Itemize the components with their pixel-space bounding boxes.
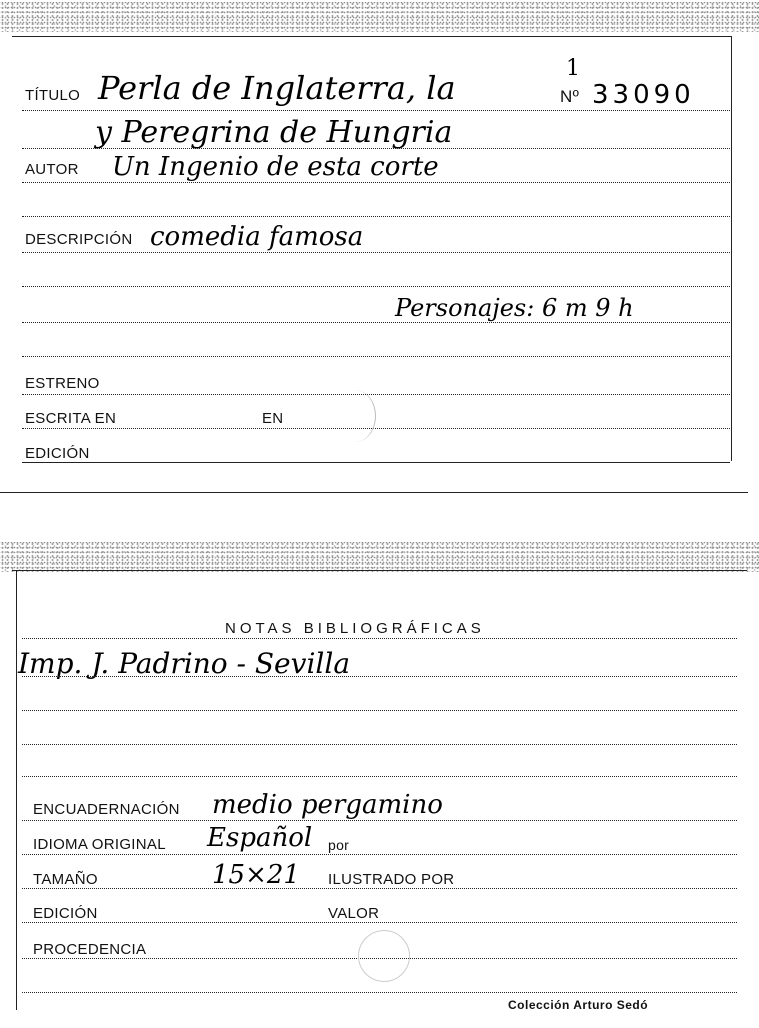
bottom-rule — [22, 992, 737, 993]
tamano-rule — [22, 888, 737, 889]
valor-label: VALOR — [328, 905, 380, 922]
escrita-rule — [22, 428, 730, 429]
card-top-edge-texture — [0, 542, 759, 572]
autor-label: AUTOR — [25, 161, 79, 178]
personajes-rule — [22, 322, 730, 323]
card-left-border — [16, 570, 17, 1010]
numero-value: 33090 — [592, 80, 695, 110]
blank-rule-3 — [22, 356, 730, 357]
tamano-value: 15×21 — [212, 860, 300, 890]
card-top-edge-texture — [0, 2, 759, 32]
notas-rule — [22, 638, 737, 639]
titulo-rule — [22, 110, 730, 111]
punch-hole-mark — [358, 930, 410, 982]
autor-value: Un Ingenio de esta corte — [112, 152, 439, 182]
autor-rule — [22, 182, 730, 183]
descripcion-label: DESCRIPCIÓN — [25, 231, 133, 248]
titulo-value-line2: y Peregrina de Hungria — [95, 115, 453, 150]
escrita-en-label: ESCRITA EN — [25, 410, 117, 427]
card-bottom-edge — [0, 492, 748, 493]
blank-rule-2 — [22, 286, 730, 287]
estreno-label: ESTRENO — [25, 375, 100, 392]
edicion-label: EDICIÓN — [25, 445, 90, 462]
descripcion-rule — [22, 252, 730, 253]
notas-rule-4 — [22, 744, 737, 745]
collection-credit: Colección Arturo Sedó — [508, 998, 649, 1012]
edicion-rule — [22, 922, 737, 923]
procedencia-label: PROCEDENCIA — [33, 941, 147, 958]
encuadernacion-rule — [22, 820, 737, 821]
idioma-rule — [22, 854, 737, 855]
catalog-card-front — [0, 0, 759, 495]
notas-rule-2 — [22, 676, 737, 677]
card-right-border — [731, 36, 732, 461]
edicion-rule — [22, 462, 730, 463]
estreno-rule — [22, 394, 730, 395]
catalog-card-back — [0, 540, 759, 1028]
titulo-value-line1: Perla de Inglaterra, la — [98, 69, 456, 107]
numero-label: Nº — [560, 87, 580, 106]
notas-rule-5 — [22, 776, 737, 777]
ilustrado-label: ILUSTRADO POR — [328, 871, 455, 888]
notas-line1: Imp. J. Padrino - Sevilla — [18, 647, 351, 680]
idioma-value: Español — [207, 823, 313, 853]
blank-rule-1 — [22, 216, 730, 217]
encuadernacion-value: medio pergamino — [212, 790, 443, 820]
por-label: por — [328, 837, 350, 853]
notas-bibliograficas-heading: NOTAS BIBLIOGRÁFICAS — [225, 620, 485, 637]
encuadernacion-label: ENCUADERNACIÓN — [33, 801, 180, 818]
card-top-border — [12, 570, 747, 571]
tamano-label: TAMAÑO — [33, 871, 98, 888]
titulo-rule-2 — [22, 148, 730, 149]
descripcion-value: comedia famosa — [150, 222, 364, 252]
idioma-label: IDIOMA ORIGINAL — [33, 836, 166, 853]
edicion-label: EDICIÓN — [33, 905, 98, 922]
personajes-value: Personajes: 6 m 9 h — [395, 294, 634, 322]
en-label: EN — [262, 410, 284, 427]
card-top-border — [12, 36, 732, 37]
punch-hole-mark — [335, 390, 376, 442]
titulo-label: TÍTULO — [25, 87, 81, 104]
notas-rule-3 — [22, 710, 737, 711]
numero-mark: 1 — [566, 56, 580, 81]
